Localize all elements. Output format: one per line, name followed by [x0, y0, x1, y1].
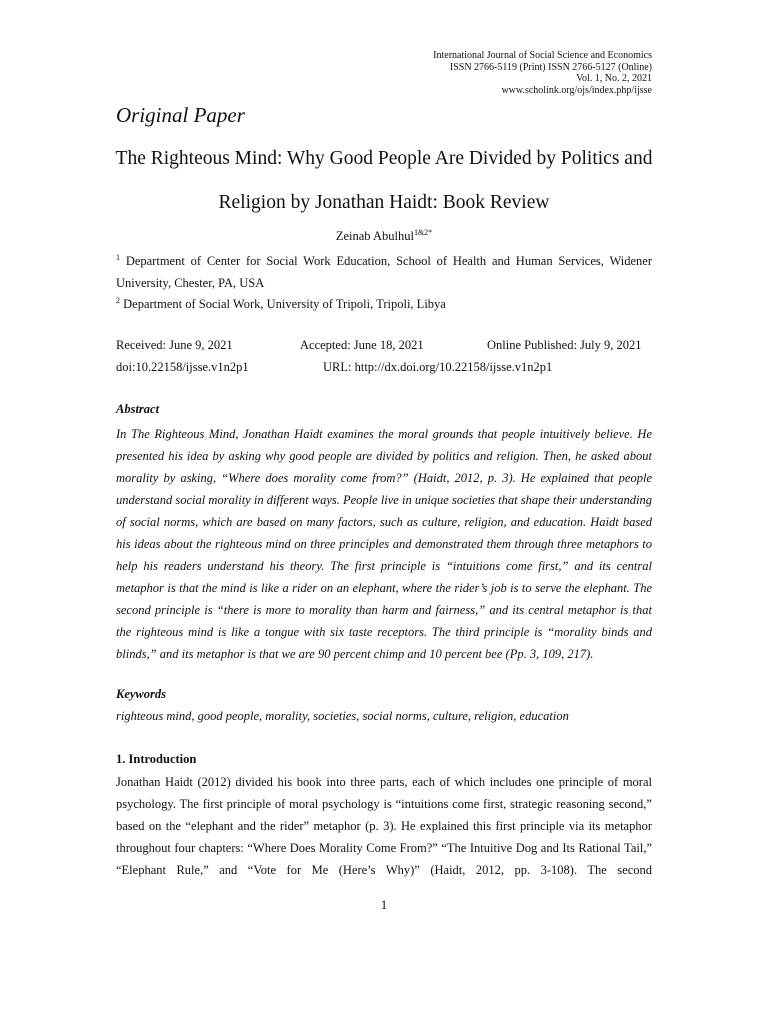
- received-date: Received: June 9, 2021: [116, 338, 233, 352]
- doi: doi:10.22158/ijsse.v1n2p1: [116, 360, 249, 374]
- abstract-heading: Abstract: [116, 402, 160, 416]
- introduction-text: Jonathan Haidt (2012) divided his book into three parts, each of which includes one principle of moral psychology. The first principle of moral psychology is “intuitions come first, strategic reasoning second,” based on the “elephant and the rider” metaphor (p. 3). He explained this first principle via its metaphor throughout four chapters: “Where Does Morality Come From?” “The Intuitive Dog and Its Rational Tail,” “Elephant Rule,” and “Vote for Me (Here’s Why)” (Haidt, 2012, pp. 3-108). The second: [116, 775, 652, 877]
- affiliation-2: [116, 290, 652, 315]
- keywords-text: righteous mind, good people, morality, societies, social norms, culture, religion, education: [116, 709, 569, 723]
- affiliation-text: Department of Social Work, University of Tripoli, Tripoli, Libya: [123, 297, 446, 312]
- abstract-text: In The Righteous Mind, Jonathan Haidt examines the moral grounds that people intuitively believe. He presented his idea by asking why good people are divided by politics and religion. Then, he asked about morality by asking, “Where does morality come from?” (Haidt, 2012, p. 3). He explained that people understand social morality in different ways. People live in unique societies that shape their understanding of social norms, which are based on many factors, such as culture, religion, and education. Haidt based his ideas about the righteous mind on three principles and demonstrated them through three metaphors to help his readers understand his theory. The first principle is “intuitions come first,” and its central metaphor is that the mind is like a rider on an elephant, where the rider’s job is to serve the elephant. The second principle is “there is more to morality than harm and fairness,” and its central metaphor is that the righteous mind is like a tongue with six taste receptors. The third principle is “morality binds and blinds,” and its metaphor is that we are 90 percent chimp and 10 percent bee (Pp. 3, 109, 217).: [116, 427, 652, 661]
- affiliation-number: 1: [116, 253, 120, 262]
- page-number: 1: [380, 898, 388, 912]
- author-superscript: 1&2*: [413, 228, 433, 237]
- accepted-date: Accepted: June 18, 2021: [300, 338, 424, 352]
- journal-issn: ISSN 2766-5119 (Print) ISSN 2766-5127 (Online): [449, 61, 652, 73]
- introduction-heading: 1. Introduction: [116, 752, 197, 766]
- journal-volume: Vol. 1, No. 2, 2021: [576, 73, 652, 84]
- paper-type: Original Paper: [116, 103, 245, 127]
- paper-title: The Righteous Mind: Why Good People Are Divided by Politics and Religion by Jonathan Haidt: Book Review: [115, 148, 653, 213]
- affiliation-1: [116, 247, 652, 294]
- author-line: [0, 228, 768, 244]
- keywords-heading: Keywords: [116, 687, 166, 701]
- journal-header: [433, 50, 652, 96]
- doi-url[interactable]: URL: http://dx.doi.org/10.22158/ijsse.v1n2p1: [323, 360, 553, 374]
- published-date: Online Published: July 9, 2021: [487, 338, 642, 352]
- journal-url[interactable]: www.scholink.org/ojs/index.php/ijsse: [501, 84, 652, 96]
- journal-name: International Journal of Social Science and Economics: [433, 50, 652, 61]
- affiliation-text: Department of Center for Social Work Education, School of Health and Human Services, Widener University, Chester, PA, USA: [116, 254, 652, 291]
- affiliation-number: 2: [116, 296, 120, 305]
- author-name: Zeinab Abulhul: [335, 229, 414, 244]
